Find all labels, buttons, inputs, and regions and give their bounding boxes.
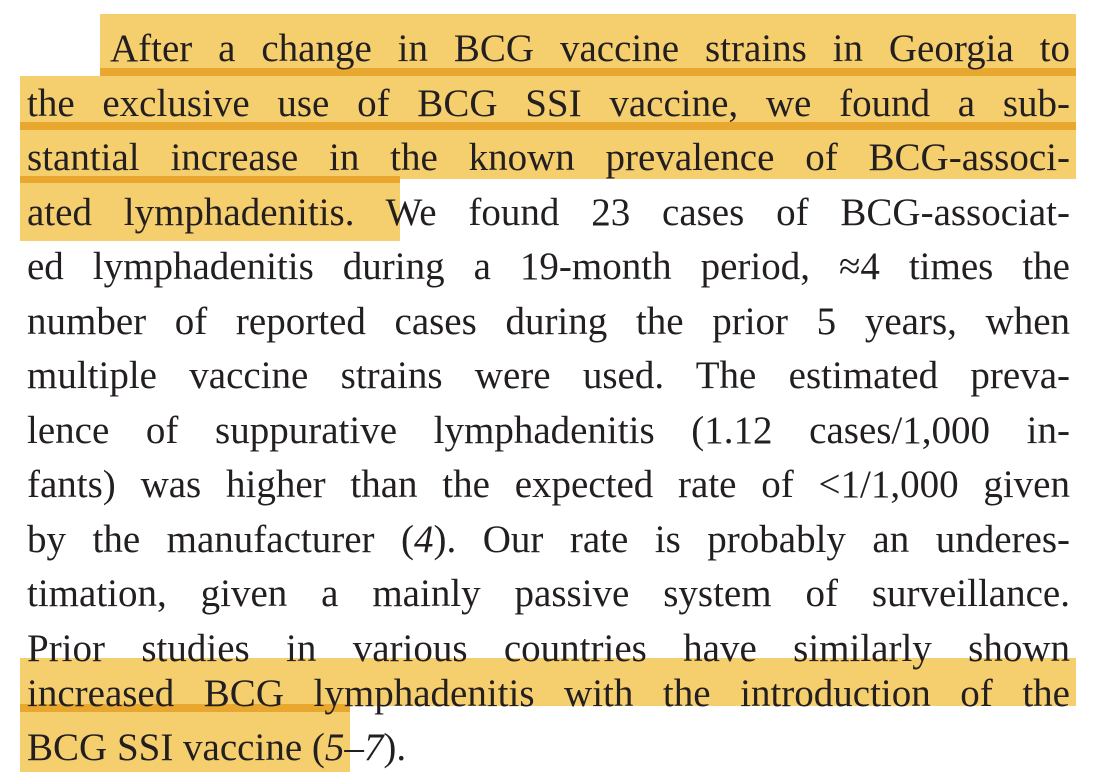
line-text: After a change in BCG vaccine strains in Georgia to xyxy=(110,27,1070,70)
text-line-5 xyxy=(27,240,1070,294)
line-text: the exclusive use of BCG SSI vaccine, we found a sub- xyxy=(27,82,1070,125)
line-text: by the manufacturer ( xyxy=(27,518,414,561)
line-text: ). Our rate is probably an underes- xyxy=(433,518,1070,561)
line-text: number of reported cases during the prior 5 years, when xyxy=(27,300,1070,343)
text-line-13 xyxy=(27,667,1070,721)
line-text: ( xyxy=(302,726,325,769)
text-line-10 xyxy=(27,513,1070,567)
line-text: We found 23 cases of BCG-associat- xyxy=(354,191,1071,234)
line-text: ed lymphadenitis during a 19-month period, ≈4 times the xyxy=(27,245,1070,288)
text-line-14 xyxy=(27,721,1070,775)
text-line-11 xyxy=(27,567,1070,621)
line-text: lence of suppurative lymphadenitis (1.12 cases/1,000 in- xyxy=(27,409,1070,452)
line-text: ). xyxy=(383,726,407,769)
text-line-6 xyxy=(27,295,1070,349)
line-text: fants) was higher than the expected rate of <1/1,000 given xyxy=(27,463,1070,506)
line-text: multiple vaccine strains were used. The estimated preva- xyxy=(27,354,1070,397)
text-line-4 xyxy=(27,186,1070,240)
citation-ref: 5–7 xyxy=(324,726,384,769)
text-line-2 xyxy=(27,77,1070,131)
citation-ref: 4 xyxy=(413,518,434,561)
text-line-9 xyxy=(27,458,1070,512)
highlighted-text: BCG SSI vaccine xyxy=(27,726,303,769)
text-line-8 xyxy=(27,404,1070,458)
text-line-1 xyxy=(110,22,1070,76)
text-line-3 xyxy=(27,131,1070,185)
line-text: stantial increase in the known prevalence of BCG-associ- xyxy=(27,136,1070,179)
line-text: Prior studies in various countries have similarly shown xyxy=(27,627,1070,670)
highlighted-text: ated lymphadenitis. xyxy=(27,191,355,234)
line-text: timation, given a mainly passive system of surveillance. xyxy=(27,572,1070,615)
highlighted-text: increased BCG lymphadenitis with the introduction of the xyxy=(27,672,1070,715)
text-line-7 xyxy=(27,349,1070,403)
